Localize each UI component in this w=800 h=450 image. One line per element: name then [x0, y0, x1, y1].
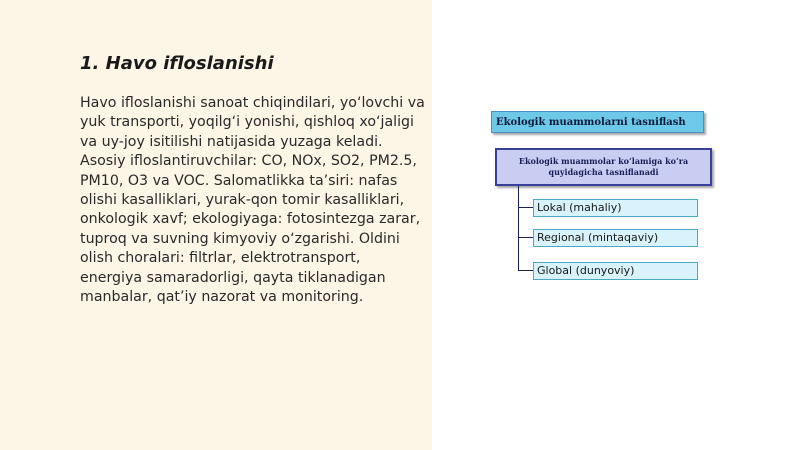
slide-title: 1. Havo ifloslanishi	[80, 53, 274, 74]
slide-body-text: Havo ifloslanishi sanoat chiqindilari, yo‘lovchi va yuk transporti, yoqilg‘i yonishi, qishloq xo‘jaligi va uy-joy isitilishi natijasida yuzaga keladi. Asosiy ifloslantiruvchilar: CO, NOx, SO2, PM2.5, PM10, O3 va VOC. Salomatlikka ta’siri: nafas olishi kasalliklari, yurak-qon tomir kasalliklari, onkologik xavf; ekologiyaga: fotosintezga zarar, tuproq va suvning kimyoviy o‘zgarishi. Oldini olish choralari: filtrlar, elektrotransport, energiya samaradorligi, qayta tiklanadigan manbalar, qat’iy nazorat va monitoring.	[80, 95, 425, 306]
diagram-subheader-line-1: Ekologik muammolar ko‘lamiga ko‘ra	[518, 156, 689, 166]
diagram-header: Ekologik muammolarni tasniflash	[491, 111, 704, 133]
connector-branch-2	[518, 237, 533, 238]
diagram-item-local: Lokal (mahaliy)	[533, 199, 698, 217]
diagram-subheader-line-2: quyidagicha tasniflanadi	[548, 167, 659, 177]
classification-diagram	[488, 108, 713, 288]
connector-branch-3	[518, 270, 533, 271]
diagram-subheader	[495, 148, 712, 186]
diagram-item-global: Global (dunyoviy)	[533, 262, 698, 280]
connector-vertical	[518, 186, 519, 270]
connector-branch-1	[518, 207, 533, 208]
diagram-item-regional: Regional (mintaqaviy)	[533, 229, 698, 247]
